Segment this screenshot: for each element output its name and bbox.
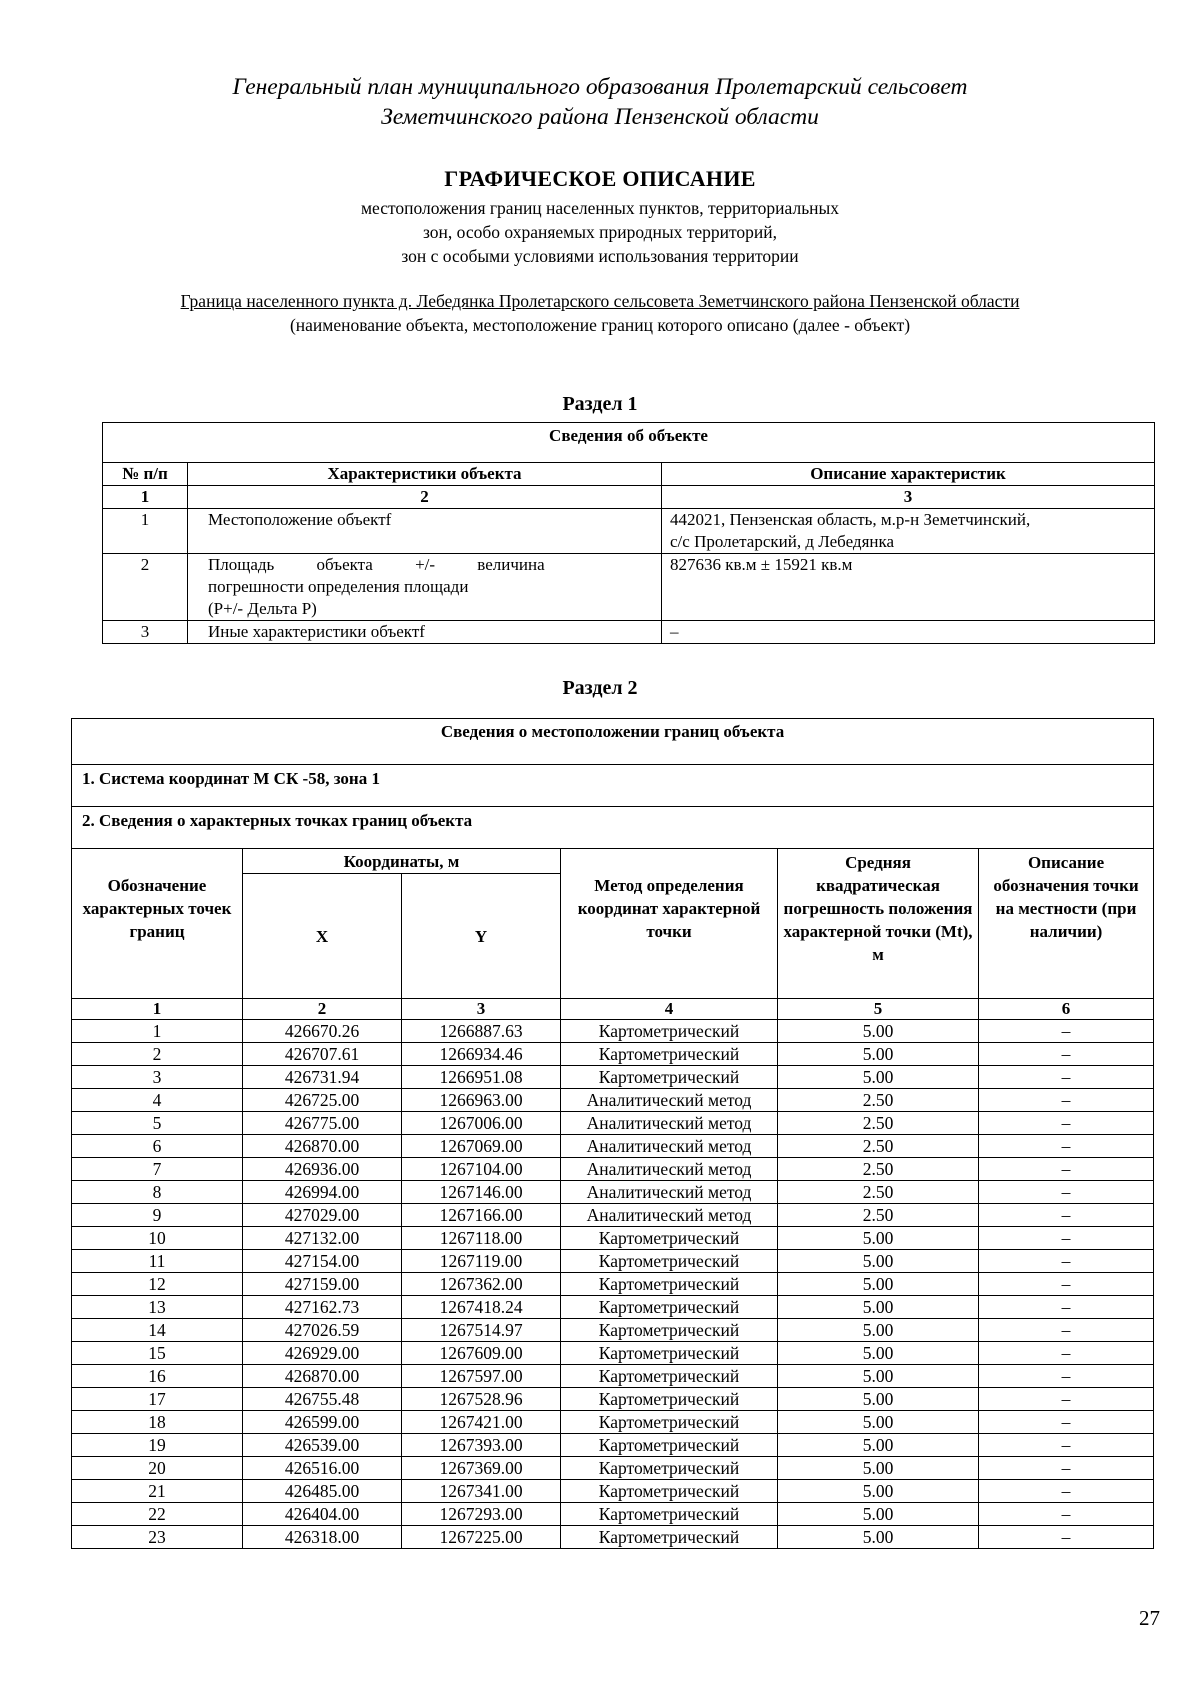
point-description: – [979,1434,1154,1457]
mean-error: 5.00 [778,1066,979,1089]
column-number: 3 [402,999,561,1020]
table-row [72,1112,1154,1135]
coord-x: 426404.00 [243,1503,402,1526]
row-number: 2 [103,554,188,621]
point-description: – [979,1066,1154,1089]
mean-error: 2.50 [778,1204,979,1227]
column-header: № п/п [103,463,188,486]
point-number: 2 [72,1043,243,1066]
point-description: – [979,1135,1154,1158]
mean-error: 5.00 [778,1273,979,1296]
table-row [72,1411,1154,1434]
coord-x: 426725.00 [243,1089,402,1112]
coord-y: 1267146.00 [402,1181,561,1204]
point-number: 11 [72,1250,243,1273]
point-description: – [979,1020,1154,1043]
column-header: Описание обозначения точки на местности (при наличии) [979,849,1154,999]
characteristic-desc: 827636 кв.м ± 15921 кв.м [662,554,1155,621]
coord-y: 1267609.00 [402,1342,561,1365]
table-row [72,1089,1154,1112]
point-number: 7 [72,1158,243,1181]
table-row [72,1319,1154,1342]
method: Аналитический метод [561,1181,778,1204]
method: Картометрический [561,1250,778,1273]
method: Картометрический [561,1365,778,1388]
mean-error: 5.00 [778,1043,979,1066]
point-number: 1 [72,1020,243,1043]
coord-x: 426870.00 [243,1135,402,1158]
point-number: 3 [72,1066,243,1089]
point-description: – [979,1457,1154,1480]
method: Картометрический [561,1296,778,1319]
table-caption: Сведения о местоположении границ объекта [72,719,1154,765]
coord-y: 1267166.00 [402,1204,561,1227]
table-row [72,1181,1154,1204]
point-description: – [979,1388,1154,1411]
table-row [72,1365,1154,1388]
point-description: – [979,1250,1154,1273]
method: Картометрический [561,1342,778,1365]
mean-error: 5.00 [778,1480,979,1503]
coord-x: 426936.00 [243,1158,402,1181]
column-header: Средняя квадратическая погрешность положения характерной точки (Mt), м [778,849,979,999]
coord-x: 426775.00 [243,1112,402,1135]
coord-x: 426485.00 [243,1480,402,1503]
table-row [103,554,1155,621]
point-description: – [979,1503,1154,1526]
mean-error: 2.50 [778,1135,979,1158]
coord-y: 1267528.96 [402,1388,561,1411]
coord-x: 426755.48 [243,1388,402,1411]
method: Аналитический метод [561,1204,778,1227]
column-header: Координаты, м [243,849,561,874]
mean-error: 5.00 [778,1526,979,1549]
point-description: – [979,1227,1154,1250]
method: Картометрический [561,1526,778,1549]
characteristic-name: Иные характеристики объектf [188,621,662,644]
mean-error: 5.00 [778,1227,979,1250]
object-block [0,289,1200,337]
method: Картометрический [561,1020,778,1043]
mean-error: 5.00 [778,1388,979,1411]
point-description: – [979,1112,1154,1135]
coord-y: 1267118.00 [402,1227,561,1250]
table-row [72,1273,1154,1296]
point-number: 5 [72,1112,243,1135]
table-row [72,1434,1154,1457]
method: Аналитический метод [561,1112,778,1135]
section-2-heading: Раздел 2 [562,677,638,699]
characteristic-desc: – [662,621,1155,644]
coord-x: 426599.00 [243,1411,402,1434]
boundary-points-table [71,718,1154,1549]
table-row [72,1066,1154,1089]
method: Картометрический [561,1388,778,1411]
coord-x: 426929.00 [243,1342,402,1365]
table-row [72,1480,1154,1503]
coord-y: 1267293.00 [402,1503,561,1526]
characteristic-name: Площадь объекта +/- величина погрешности определения площади (Р+/- Дельта Р) [188,554,662,621]
point-description: – [979,1181,1154,1204]
coord-y: 1267104.00 [402,1158,561,1181]
page-number: 27 [1139,1606,1160,1630]
point-description: – [979,1411,1154,1434]
coord-x: 426994.00 [243,1181,402,1204]
document-subtitle [0,196,1200,268]
point-number: 22 [72,1503,243,1526]
method: Картометрический [561,1411,778,1434]
coord-y: 1266963.00 [402,1089,561,1112]
point-number: 6 [72,1135,243,1158]
point-description: – [979,1089,1154,1112]
point-description: – [979,1365,1154,1388]
mean-error: 5.00 [778,1319,979,1342]
object-name: Граница населенного пункта д. Лебедянка Пролетарского сельсовета Земетчинского района Пензенской области [180,291,1020,311]
coord-x: 427026.59 [243,1319,402,1342]
point-number: 21 [72,1480,243,1503]
column-number: 2 [243,999,402,1020]
mean-error: 5.00 [778,1434,979,1457]
coord-y: 1266951.08 [402,1066,561,1089]
point-number: 15 [72,1342,243,1365]
mean-error: 2.50 [778,1181,979,1204]
coord-x: 427159.00 [243,1273,402,1296]
characteristic-name: Местоположение объектf [188,509,662,554]
point-number: 17 [72,1388,243,1411]
mean-error: 5.00 [778,1457,979,1480]
method: Картометрический [561,1503,778,1526]
column-header: Метод определения координат характерной точки [561,849,778,999]
table-row [72,1503,1154,1526]
coord-y: 1267418.24 [402,1296,561,1319]
column-number: 3 [662,486,1155,509]
coord-x: 426539.00 [243,1434,402,1457]
column-number: 6 [979,999,1154,1020]
table-row [72,1250,1154,1273]
method: Аналитический метод [561,1158,778,1181]
coord-y: 1267393.00 [402,1434,561,1457]
characteristic-desc: 442021, Пензенская область, м.р-н Земетчинский, с/с Пролетарский, д Лебедянка [662,509,1155,554]
column-header-y: Y [402,874,561,999]
point-number: 9 [72,1204,243,1227]
coord-x: 426670.26 [243,1020,402,1043]
document-title: ГРАФИЧЕСКОЕ ОПИСАНИЕ [444,166,756,191]
table-row [72,1296,1154,1319]
mean-error: 5.00 [778,1365,979,1388]
table-row [72,1204,1154,1227]
table-row [103,621,1155,644]
row-number: 3 [103,621,188,644]
column-header-x: X [243,874,402,999]
column-header: Описание характеристик [662,463,1155,486]
coord-x: 427162.73 [243,1296,402,1319]
points-caption: 2. Сведения о характерных точках границ объекта [72,807,1154,849]
table-row [72,1526,1154,1549]
point-number: 4 [72,1089,243,1112]
point-description: – [979,1319,1154,1342]
table-row [72,1388,1154,1411]
subtitle-line-2: зон, особо охраняемых природных территорий, [422,222,778,242]
point-description: – [979,1526,1154,1549]
coord-x: 426707.61 [243,1043,402,1066]
method: Картометрический [561,1066,778,1089]
point-number: 8 [72,1181,243,1204]
header-line-2: Земетчинского района Пензенской области [381,104,819,130]
table-row [72,1227,1154,1250]
point-number: 20 [72,1457,243,1480]
column-number: 2 [188,486,662,509]
point-description: – [979,1043,1154,1066]
point-description: – [979,1342,1154,1365]
coord-y: 1267341.00 [402,1480,561,1503]
coord-y: 1267369.00 [402,1457,561,1480]
mean-error: 5.00 [778,1411,979,1434]
object-caption: (наименование объекта, местоположение границ которого описано (далее - объект) [289,315,911,335]
mean-error: 5.00 [778,1020,979,1043]
table-row [72,1135,1154,1158]
table-row [103,509,1155,554]
point-description: – [979,1204,1154,1227]
coord-x: 426731.94 [243,1066,402,1089]
method: Картометрический [561,1227,778,1250]
method: Картометрический [561,1273,778,1296]
table-row [72,1158,1154,1181]
column-number: 4 [561,999,778,1020]
section-1-heading: Раздел 1 [562,393,638,415]
point-number: 16 [72,1365,243,1388]
coord-y: 1267119.00 [402,1250,561,1273]
mean-error: 5.00 [778,1296,979,1319]
point-number: 18 [72,1411,243,1434]
object-info-table [102,422,1155,644]
mean-error: 5.00 [778,1342,979,1365]
point-number: 12 [72,1273,243,1296]
column-number: 1 [103,486,188,509]
header-line-1: Генеральный план муниципального образования Пролетарский сельсовет [232,74,968,100]
subtitle-line-1: местоположения границ населенных пунктов, территориальных [360,198,840,218]
point-description: – [979,1296,1154,1319]
point-description: – [979,1480,1154,1503]
coord-x: 426318.00 [243,1526,402,1549]
coord-y: 1266934.46 [402,1043,561,1066]
coord-x: 427029.00 [243,1204,402,1227]
document-header [0,72,1200,132]
coord-y: 1267069.00 [402,1135,561,1158]
point-description: – [979,1273,1154,1296]
coord-y: 1266887.63 [402,1020,561,1043]
mean-error: 2.50 [778,1089,979,1112]
point-number: 19 [72,1434,243,1457]
subtitle-line-3: зон с особыми условиями использования территории [401,246,799,266]
point-description: – [979,1158,1154,1181]
point-number: 23 [72,1526,243,1549]
table-row [72,1043,1154,1066]
coordinate-system: 1. Система координат М СК -58, зона 1 [72,765,1154,807]
method: Картометрический [561,1043,778,1066]
coord-x: 426870.00 [243,1365,402,1388]
table-row [72,1020,1154,1043]
method: Картометрический [561,1434,778,1457]
mean-error: 2.50 [778,1112,979,1135]
point-number: 14 [72,1319,243,1342]
coord-y: 1267006.00 [402,1112,561,1135]
mean-error: 5.00 [778,1250,979,1273]
coord-y: 1267597.00 [402,1365,561,1388]
method: Картометрический [561,1319,778,1342]
coord-y: 1267421.00 [402,1411,561,1434]
method: Картометрический [561,1457,778,1480]
method: Картометрический [561,1480,778,1503]
coord-x: 427132.00 [243,1227,402,1250]
mean-error: 2.50 [778,1158,979,1181]
column-header: Характеристики объекта [188,463,662,486]
coord-x: 427154.00 [243,1250,402,1273]
column-number: 1 [72,999,243,1020]
table-row [72,1457,1154,1480]
column-number: 5 [778,999,979,1020]
table-caption: Сведения об объекте [103,423,1155,463]
point-number: 10 [72,1227,243,1250]
coord-x: 426516.00 [243,1457,402,1480]
row-number: 1 [103,509,188,554]
coord-y: 1267225.00 [402,1526,561,1549]
coord-y: 1267514.97 [402,1319,561,1342]
method: Аналитический метод [561,1135,778,1158]
mean-error: 5.00 [778,1503,979,1526]
coord-y: 1267362.00 [402,1273,561,1296]
table-row [72,1342,1154,1365]
method: Аналитический метод [561,1089,778,1112]
point-number: 13 [72,1296,243,1319]
column-header: Обозначение характерных точек границ [72,849,243,999]
